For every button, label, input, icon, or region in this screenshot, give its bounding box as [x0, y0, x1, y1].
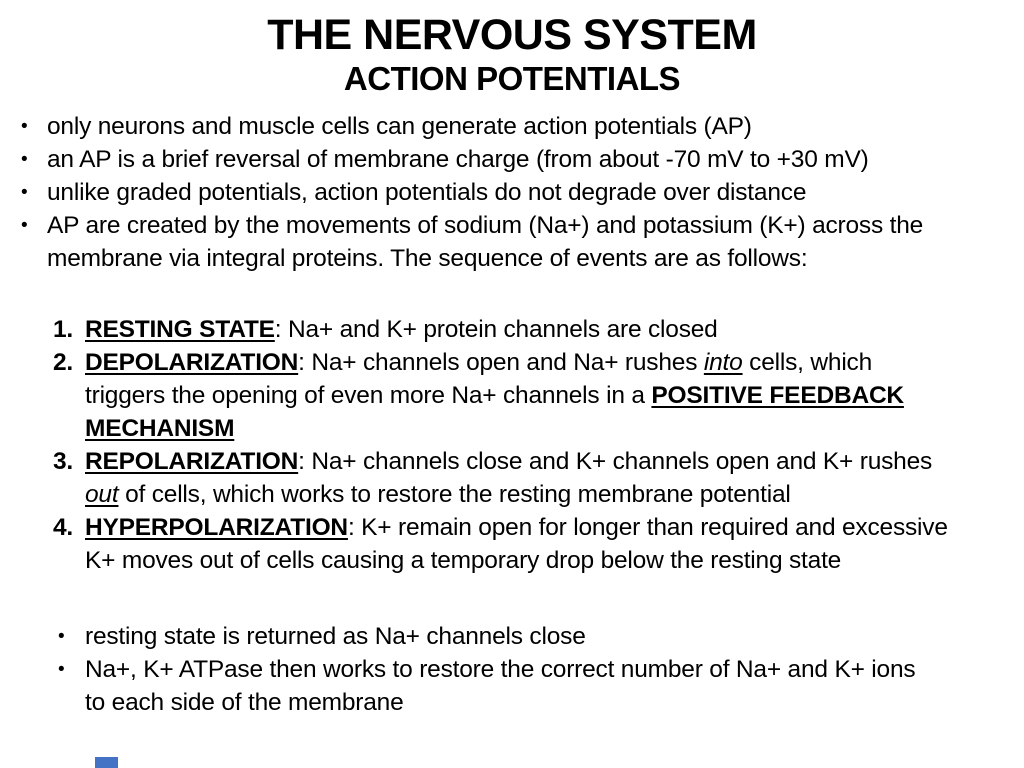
- item-text: [85, 313, 1000, 346]
- text-run: : K+ remain open for longer than required and excessive: [347, 514, 948, 541]
- bullet-icon: •: [21, 149, 28, 170]
- slide-title: THE NERVOUS SYSTEM: [267, 11, 757, 59]
- bullet-item: [0, 143, 1024, 176]
- text-run: : Na+ channels close and K+ channels open and K+ rushes: [298, 448, 933, 475]
- slide-subtitle: ACTION POTENTIALS: [343, 60, 681, 97]
- text-run: K+ moves out of cells causing a temporary drop below the resting state: [85, 547, 842, 574]
- bottom-blue-mark: [95, 757, 118, 768]
- item-text: [47, 110, 996, 143]
- bullet-item: [0, 176, 1024, 209]
- item-text: [85, 653, 1000, 719]
- text-run: REPOLARIZATION: [85, 448, 299, 475]
- text-run: out: [85, 481, 119, 508]
- text-run: unlike graded potentials, action potentials do not degrade over distance: [47, 179, 807, 206]
- item-text: [85, 620, 1000, 653]
- numbered-item: [0, 511, 1024, 577]
- bullet-icon: •: [21, 215, 28, 236]
- bullet-icon: •: [58, 659, 65, 680]
- item-number: 4.: [53, 514, 74, 541]
- bullet-list-top: [0, 110, 1024, 275]
- text-run: MECHANISM: [85, 415, 235, 442]
- text-run: POSITIVE FEEDBACK: [651, 382, 904, 409]
- numbered-item: [0, 445, 1024, 511]
- text-run: Na+, K+ ATPase then works to restore the correct number of Na+ and K+ ions: [85, 656, 916, 683]
- numbered-item: [0, 313, 1024, 346]
- text-run: RESTING STATE: [85, 316, 275, 343]
- slide-body: [0, 110, 1024, 719]
- item-text: [85, 511, 1000, 577]
- text-run: : Na+ channels open and Na+ rushes: [298, 349, 704, 376]
- text-run: DEPOLARIZATION: [85, 349, 299, 376]
- item-text: [47, 209, 996, 275]
- text-run: resting state is returned as Na+ channels close: [85, 623, 586, 650]
- item-number: 3.: [53, 448, 74, 475]
- item-text: [85, 346, 1000, 445]
- text-run: cells, which: [742, 349, 873, 376]
- sub-bullet-item: [0, 653, 1024, 719]
- item-text: [47, 176, 996, 209]
- spacer: [0, 577, 1024, 620]
- text-run: : Na+ and K+ protein channels are closed: [274, 316, 718, 343]
- text-run: HYPERPOLARIZATION: [85, 514, 348, 541]
- text-run: AP are created by the movements of sodium (Na+) and potassium (K+) across the: [47, 212, 924, 239]
- text-run: triggers the opening of even more Na+ channels in a: [85, 382, 652, 409]
- text-run: into: [703, 349, 743, 376]
- text-run: of cells, which works to restore the resting membrane potential: [118, 481, 791, 508]
- item-number: 1.: [53, 316, 74, 343]
- bullet-item: [0, 110, 1024, 143]
- bullet-list-sub: [0, 620, 1024, 719]
- spacer: [0, 275, 1024, 313]
- item-number: 2.: [53, 349, 74, 376]
- text-run: membrane via integral proteins. The sequence of events are as follows:: [47, 245, 808, 272]
- bullet-icon: •: [21, 182, 28, 203]
- item-text: [47, 143, 996, 176]
- text-run: to each side of the membrane: [85, 689, 404, 716]
- numbered-step-list: [0, 313, 1024, 577]
- bullet-item: [0, 209, 1024, 275]
- sub-bullet-item: [0, 620, 1024, 653]
- bullet-icon: •: [21, 116, 28, 137]
- text-run: only neurons and muscle cells can generate action potentials (AP): [47, 113, 752, 140]
- bullet-icon: •: [58, 626, 65, 647]
- item-text: [85, 445, 1000, 511]
- text-run: an AP is a brief reversal of membrane charge (from about -70 mV to +30 mV): [47, 146, 869, 173]
- numbered-item: [0, 346, 1024, 445]
